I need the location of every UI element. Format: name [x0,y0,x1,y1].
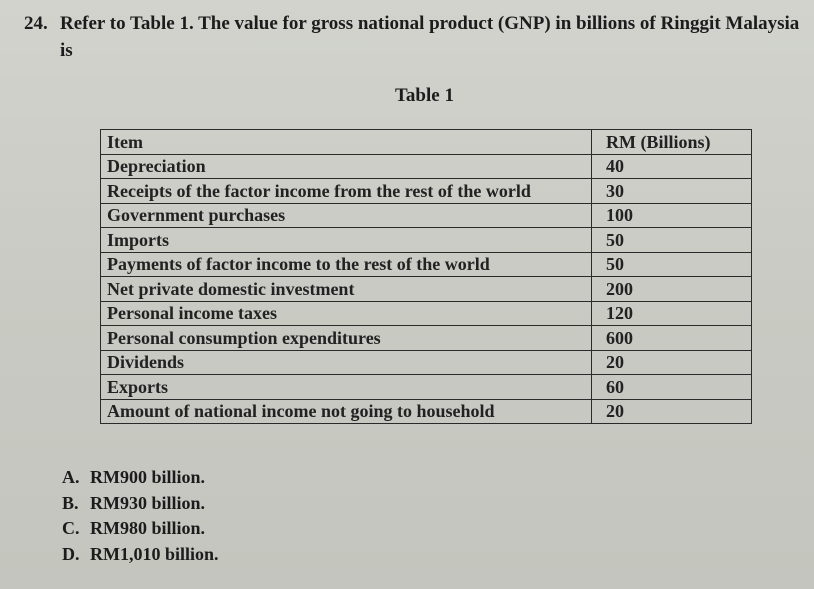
row-value: 120 [591,301,751,326]
table-row [101,399,752,424]
column-header-value: RM (Billions) [591,130,751,155]
row-value: 30 [591,179,751,204]
table-row [101,252,752,277]
row-value: 60 [591,375,751,400]
option-b[interactable] [62,491,219,517]
option-letter: D. [62,543,80,564]
table-row [101,154,752,179]
row-value: 50 [591,228,751,253]
row-item: Receipts of the factor income from the rest of the world [101,179,592,204]
row-value: 100 [591,203,751,228]
row-item: Exports [101,375,592,400]
table-row [101,179,752,204]
option-text: RM1,010 billion. [90,543,219,564]
table-row [101,277,752,302]
option-letter: B. [62,492,79,513]
question-line-1 [24,10,814,37]
option-d[interactable] [62,542,219,568]
column-header-item: Item [101,130,592,155]
table-row [101,375,752,400]
row-value: 20 [591,399,751,424]
option-text: RM930 billion. [90,492,206,513]
row-item: Personal income taxes [101,301,592,326]
table-row [101,326,752,351]
option-letter: C. [62,518,80,538]
question-text-continued: is [60,40,73,61]
table-row [101,350,752,375]
option-text: RM980 billion. [90,518,206,538]
question-number: 24. [24,13,48,34]
row-value: 200 [591,277,751,302]
data-table [100,129,752,424]
row-item: Imports [101,228,592,253]
option-a[interactable] [62,465,219,491]
question-text: Refer to Table 1. The value for gross national product (GNP) in billions of Ringgit Malaysia [60,13,800,34]
answer-options [62,465,219,567]
row-item: Payments of factor income to the rest of the world [101,252,592,277]
table-row [101,203,752,228]
option-letter: A. [62,467,80,487]
row-item: Government purchases [101,203,592,228]
table-row [101,228,752,253]
table-header-row [101,130,752,155]
question [24,10,814,64]
option-c[interactable] [62,516,219,542]
table-title: Table 1 [395,85,454,106]
row-item: Depreciation [101,154,592,179]
row-item: Net private domestic investment [101,277,592,302]
row-item: Personal consumption expenditures [101,326,592,351]
row-value: 50 [591,252,751,277]
row-item: Amount of national income not going to household [101,399,592,424]
row-item: Dividends [101,350,592,375]
row-value: 20 [591,350,751,375]
row-value: 600 [591,326,751,351]
option-text: RM900 billion. [90,467,206,487]
table-row [101,301,752,326]
row-value: 40 [591,154,751,179]
